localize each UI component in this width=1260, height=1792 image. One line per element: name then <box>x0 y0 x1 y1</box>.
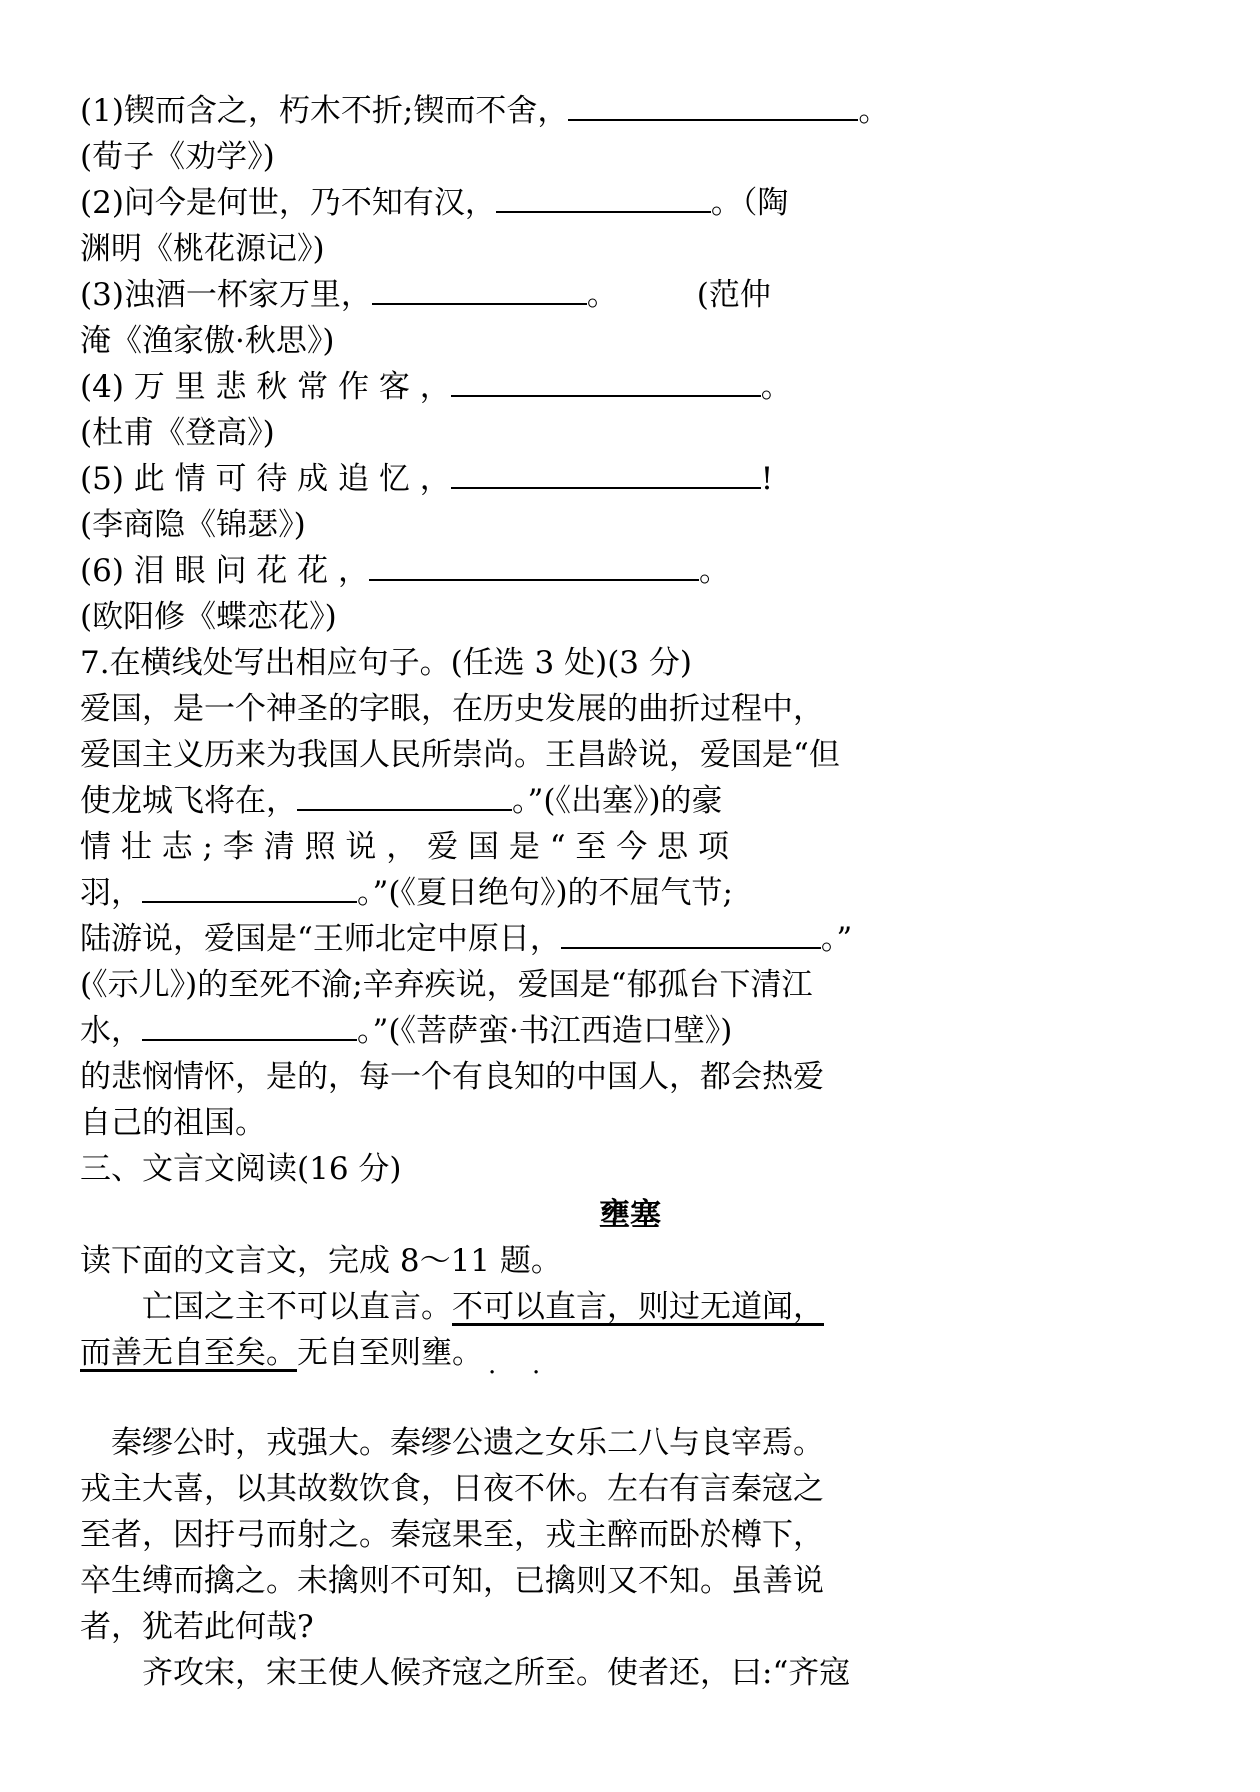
passage-para-2-line-2: 戎主大喜，以其故数饮食，日夜不休。左右有言秦寇之 <box>80 1471 824 1507</box>
question-7-line-9: 的悲悯情怀，是的，每一个有良知的中国人，都会热爱 <box>80 1059 824 1095</box>
question-7-line-6-prefix: 陆游说，爱国是“王师北定中原日， <box>80 921 561 957</box>
question-7-line-3-text: 使龙城飞将在， <box>80 783 297 819</box>
fill-in-item-1 <box>80 88 1180 180</box>
item-2-punct: 。（陶 <box>710 185 789 221</box>
passage-para-1-line-1 <box>80 1284 1180 1330</box>
answer-blank[interactable] <box>561 919 821 949</box>
item-2-source: 渊明《桃花源记》) <box>80 231 325 267</box>
passage-para-2-line-4: 卒生缚而擒之。未擒则不可知，已擒则又不知。虽善说 <box>80 1563 824 1599</box>
question-7-line-7: (《示儿》)的至死不渝;辛弃疾说，爱国是“郁孤台下清江 <box>80 967 813 1003</box>
item-3-text: (3)浊酒一杯家万里， <box>80 277 372 313</box>
answer-blank[interactable] <box>496 183 711 213</box>
item-4-source: (杜甫《登高》) <box>80 415 275 451</box>
passage-para-2-line-5: 者，犹若此何哉? <box>80 1609 314 1645</box>
item-5-line <box>80 456 1180 502</box>
item-5-source: (李商隐《锦瑟》) <box>80 507 306 543</box>
question-7-line-3 <box>80 778 1180 824</box>
fill-in-item-3 <box>80 272 1180 364</box>
question-7-prompt: 7.在横线处写出相应句子。(任选 3 处)(3 分) <box>80 645 692 681</box>
section-3-heading: 三、文言文阅读(16 分) <box>80 1151 402 1187</box>
item-4-punct: 。 <box>760 369 792 405</box>
fill-in-item-5 <box>80 456 1180 548</box>
question-7-line-1: 爱国，是一个神圣的字眼，在历史发展的曲折过程中， <box>80 691 824 727</box>
item-2-text: (2)问今是何世，乃不知有汉， <box>80 185 496 221</box>
item-4-text: (4) 万 里 悲 秋 常 作 客 ， <box>80 369 451 405</box>
item-6-punct: 。 <box>699 553 731 589</box>
answer-blank[interactable] <box>297 781 512 811</box>
emphasis-dots <box>80 1358 1180 1390</box>
item-6-source: (欧阳修《蝶恋花》) <box>80 599 337 635</box>
question-7-line-3-tail: 。”(《出塞》)的豪 <box>512 783 723 819</box>
answer-blank[interactable] <box>372 275 587 305</box>
item-1-punct: 。 <box>858 93 890 129</box>
question-7-line-6-tail: 。” <box>820 921 853 957</box>
item-1-source: (荀子《劝学》) <box>80 139 275 175</box>
item-3-line <box>80 272 1180 318</box>
passage-para-1-line-2 <box>80 1330 1180 1388</box>
passage-para-2-line-3: 至者，因扜弓而射之。秦寇果至，戎主醉而卧於樽下， <box>80 1517 824 1553</box>
question-7-line-8-tail: 。”(《菩萨蛮·书江西造口壁》) <box>357 1013 733 1049</box>
fill-in-item-4 <box>80 364 1180 456</box>
question-7-line-8-prefix: 水， <box>80 1013 142 1049</box>
question-7-line-2: 爱国主义历来为我国人民所崇尚。王昌龄说，爱国是“但 <box>80 737 840 773</box>
passage-para-1-tail: 无自至则壅。 <box>297 1335 483 1371</box>
question-7-line-8 <box>80 1008 1180 1054</box>
item-6-line <box>80 548 1180 594</box>
question-7-line-10: 自己的祖国。 <box>80 1105 266 1141</box>
question-7-line-4: 情 壮 志 ; 李 清 照 说 ， 爱 国 是 “ 至 今 思 项 <box>80 829 729 865</box>
answer-blank[interactable] <box>369 551 699 581</box>
passage-title: 壅塞 <box>599 1197 661 1233</box>
fill-in-item-2 <box>80 180 1180 272</box>
item-5-text: (5) 此 情 可 待 成 追 忆 ， <box>80 461 451 497</box>
emphasis-dot-2: · <box>532 1358 541 1388</box>
passage-para-3-line-1: 齐攻宋，宋王使人候齐寇之所至。使者还，曰:“齐寇 <box>142 1655 851 1691</box>
passage-para-2-line-1: 秦缪公时，戎强大。秦缪公遗之女乐二八与良宰焉。 <box>111 1425 824 1461</box>
passage-underlined-b: 而善无自至矣。 <box>80 1335 297 1371</box>
answer-blank[interactable] <box>568 91 858 121</box>
question-7-line-6 <box>80 916 1180 962</box>
question-7-line-5 <box>80 870 1180 916</box>
passage-instruction: 读下面的文言文，完成 8～11 题。 <box>80 1243 562 1279</box>
emphasis-dot-1: · <box>488 1358 497 1388</box>
item-5-punct: ! <box>760 461 774 497</box>
question-7-line-5-prefix: 羽， <box>80 875 142 911</box>
question-7-line-5-tail: 。”(《夏日绝句》)的不屈气节; <box>357 875 733 911</box>
item-1-line <box>80 88 1180 134</box>
item-2-line <box>80 180 1180 226</box>
item-6-text: (6) 泪 眼 问 花 花 ， <box>80 553 370 589</box>
item-3-source: 淹《渔家傲·秋思》) <box>80 323 335 359</box>
answer-blank[interactable] <box>142 1011 357 1041</box>
passage-underlined-a: 不可以直言，则过无道闻， <box>452 1289 824 1325</box>
item-1-text: (1)锲而含之，朽木不折;锲而不舍， <box>80 93 569 129</box>
passage-para-1-plain: 亡国之主不可以直言。 <box>142 1289 452 1325</box>
answer-blank[interactable] <box>142 873 357 903</box>
item-3-punct: 。 (范仲 <box>586 277 771 313</box>
item-4-line <box>80 364 1180 410</box>
answer-blank[interactable] <box>451 367 761 397</box>
fill-in-item-6 <box>80 548 1180 640</box>
paragraph-gap <box>80 1390 1180 1420</box>
answer-blank[interactable] <box>451 459 761 489</box>
